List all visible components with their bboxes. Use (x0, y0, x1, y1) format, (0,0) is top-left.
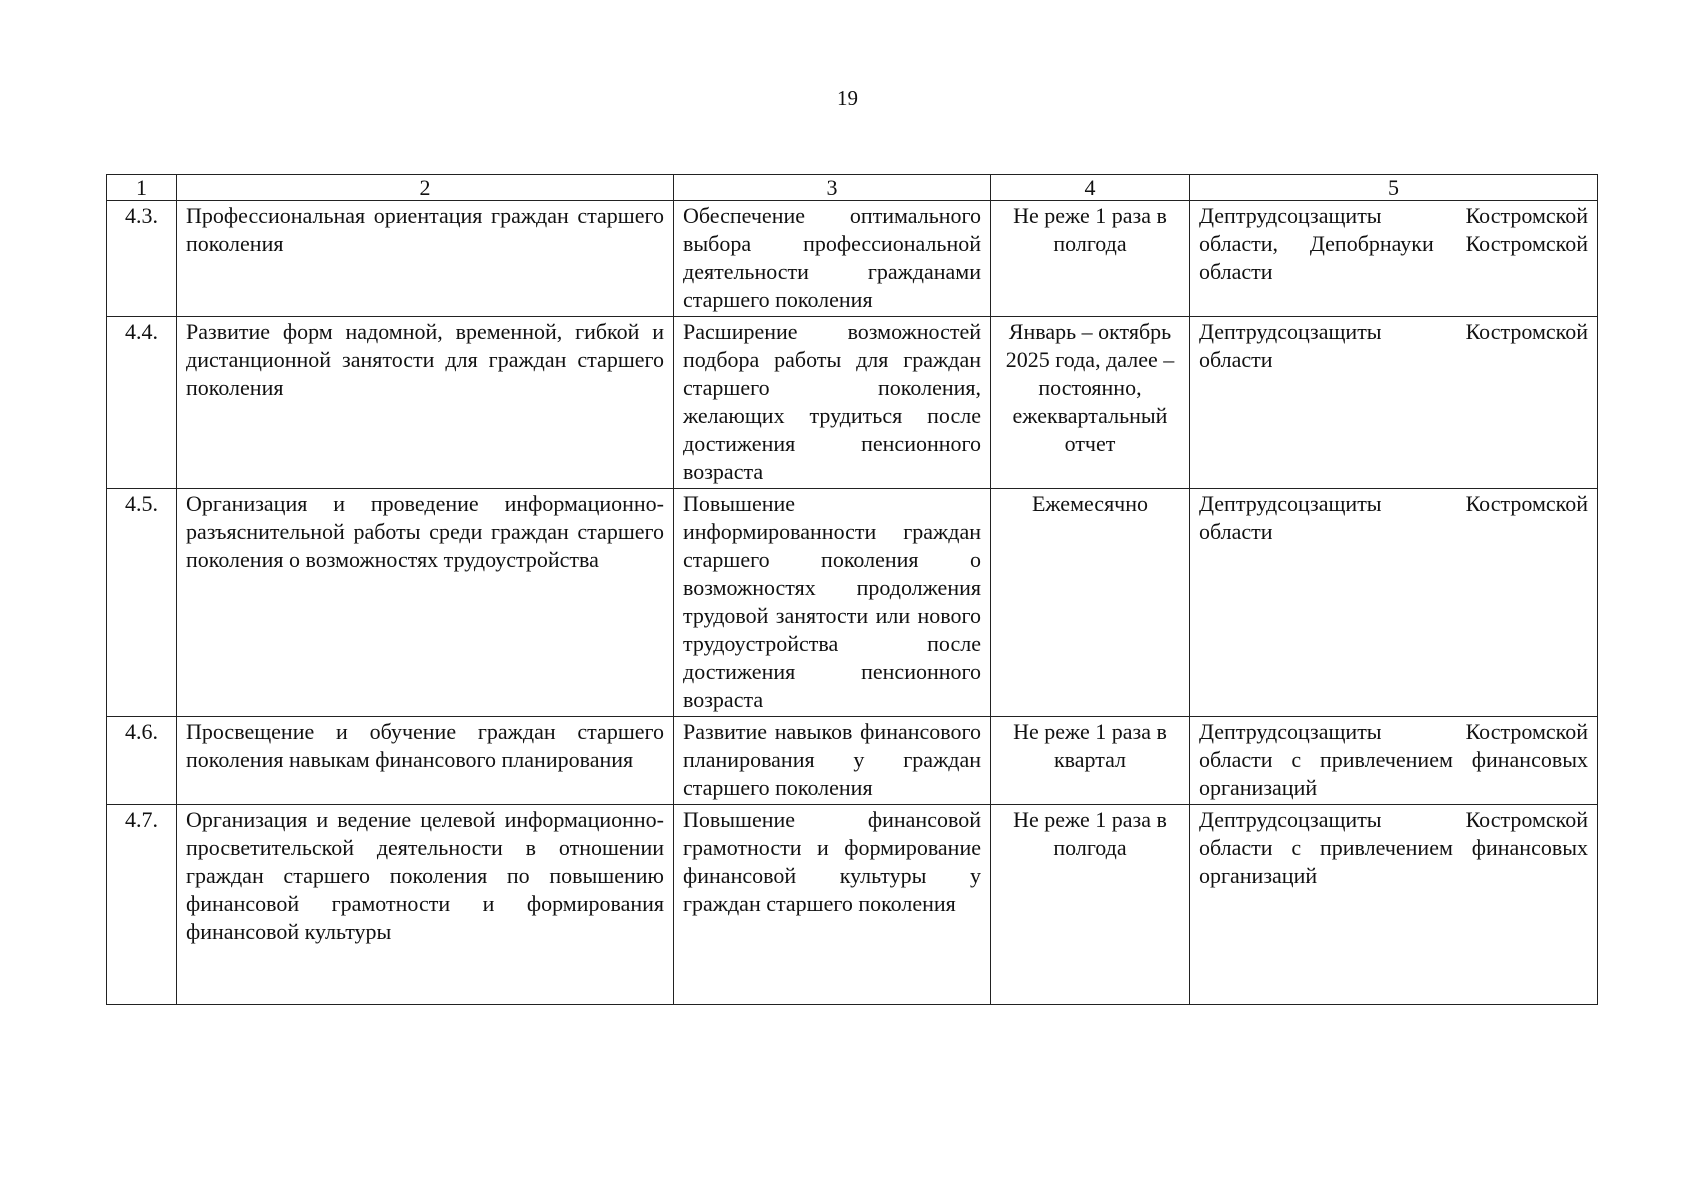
result-cell: Развитие навыков финансового планирования у граждан старшего поколения (674, 717, 991, 805)
action-plan-table (106, 174, 1598, 1005)
responsible-cell: Дептрудсоцзащиты Костромской области (1190, 317, 1598, 489)
activity-cell: Организация и ведение целевой информационно-просветительской деятельности в отношении граждан старшего поколения по повышению финансовой грамотности и формирования финансовой культуры (177, 805, 674, 1005)
row-number: 4.3. (107, 201, 177, 317)
page-number: 19 (837, 86, 858, 110)
row-number: 4.5. (107, 489, 177, 717)
deadline-cell: Ежемесячно (991, 489, 1190, 717)
activity-cell: Развитие форм надомной, временной, гибкой и дистанционной занятости для граждан старшего поколения (177, 317, 674, 489)
result-cell: Обеспечение оптимального выбора профессиональной деятельности гражданами старшего поколения (674, 201, 991, 317)
table-row (107, 717, 1598, 805)
row-number: 4.7. (107, 805, 177, 1005)
activity-cell: Организация и проведение информационно-разъяснительной работы среди граждан старшего поколения о возможностях трудоустройства (177, 489, 674, 717)
column-header-2: 2 (177, 175, 674, 201)
responsible-cell: Дептрудсоцзащиты Костромской области с привлечением финансовых организаций (1190, 717, 1598, 805)
activity-cell: Просвещение и обучение граждан старшего поколения навыкам финансового планирования (177, 717, 674, 805)
result-cell: Повышение финансовой грамотности и формирование финансовой культуры у граждан старшего поколения (674, 805, 991, 1005)
row-number: 4.6. (107, 717, 177, 805)
table-row (107, 805, 1598, 1005)
column-header-1: 1 (107, 175, 177, 201)
responsible-cell: Дептрудсоцзащиты Костромской области с привлечением финансовых организаций (1190, 805, 1598, 1005)
activity-cell: Профессиональная ориентация граждан старшего поколения (177, 201, 674, 317)
row-number: 4.4. (107, 317, 177, 489)
column-header-4: 4 (991, 175, 1190, 201)
deadline-cell: Январь – октябрь 2025 года, далее – постоянно, ежеквартальный отчет (991, 317, 1190, 489)
table-row (107, 489, 1598, 717)
table-header-row (107, 175, 1598, 201)
deadline-cell: Не реже 1 раза в квартал (991, 717, 1190, 805)
table-row (107, 201, 1598, 317)
result-cell: Повышение информированности граждан старшего поколения о возможностях продолжения трудовой занятости или нового трудоустройства после достижения пенсионного возраста (674, 489, 991, 717)
column-header-3: 3 (674, 175, 991, 201)
responsible-cell: Дептрудсоцзащиты Костромской области (1190, 489, 1598, 717)
table-row (107, 317, 1598, 489)
column-header-5: 5 (1190, 175, 1598, 201)
deadline-cell: Не реже 1 раза в полгода (991, 805, 1190, 1005)
responsible-cell: Дептрудсоцзащиты Костромской области, Депобрнауки Костромской области (1190, 201, 1598, 317)
result-cell: Расширение возможностей подбора работы для граждан старшего поколения, желающих трудиться после достижения пенсионного возраста (674, 317, 991, 489)
deadline-cell: Не реже 1 раза в полгода (991, 201, 1190, 317)
